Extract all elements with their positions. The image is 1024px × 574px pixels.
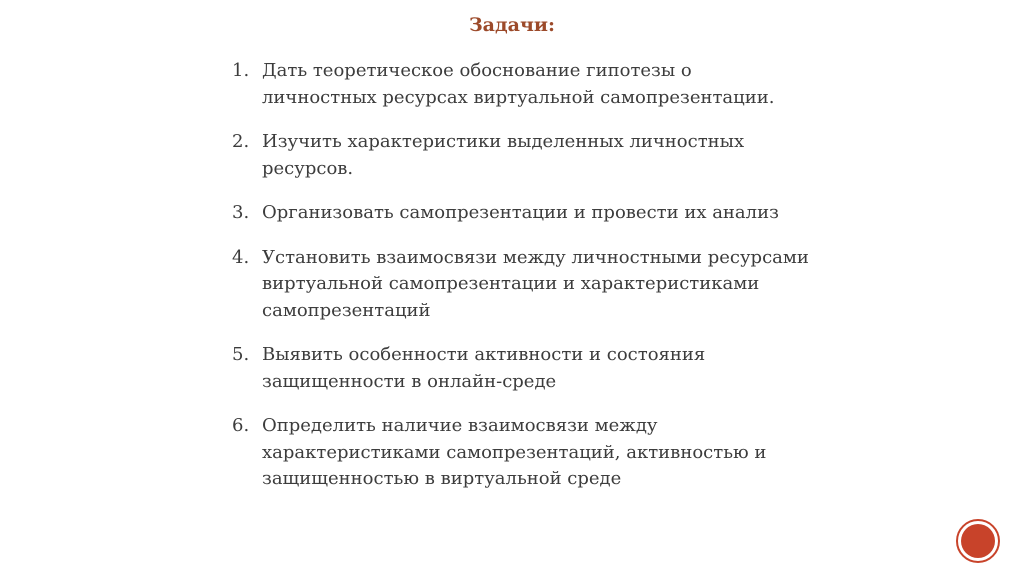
circle-inner-icon [961,524,995,558]
task-number: 3. [232,202,250,223]
task-number: 1. [232,60,250,81]
task-number: 6. [232,415,250,436]
task-text: Установить взаимосвязи между личностными ресурсами виртуальной самопрезентации и характеристиками самопрезентаций [262,246,809,321]
task-text: Изучить характеристики выделенных личностных ресурсов. [262,131,745,179]
decorative-circle-icon [956,519,1000,563]
task-text: Организовать самопрезентации и провести их анализ [262,202,779,223]
task-item-3 [232,200,812,227]
task-number: 2. [232,131,250,152]
task-text: Выявить особенности активности и состояния защищенности в онлайн-среде [262,344,706,392]
task-number: 5. [232,344,250,365]
task-list [232,58,812,511]
task-number: 4. [232,246,250,268]
slide-title: Задачи: [468,14,555,36]
task-item-4 [232,245,812,325]
task-text: Определить наличие взаимосвязи между характеристиками самопрезентаций, активностью и защищенностью в виртуальной среде [262,415,767,489]
task-item-5 [232,342,812,395]
task-item-1 [232,58,812,111]
task-item-6 [232,413,812,493]
task-text: Дать теоретическое обоснование гипотезы о личностных ресурсах виртуальной самопрезентации. [262,60,775,108]
task-item-2 [232,129,812,182]
